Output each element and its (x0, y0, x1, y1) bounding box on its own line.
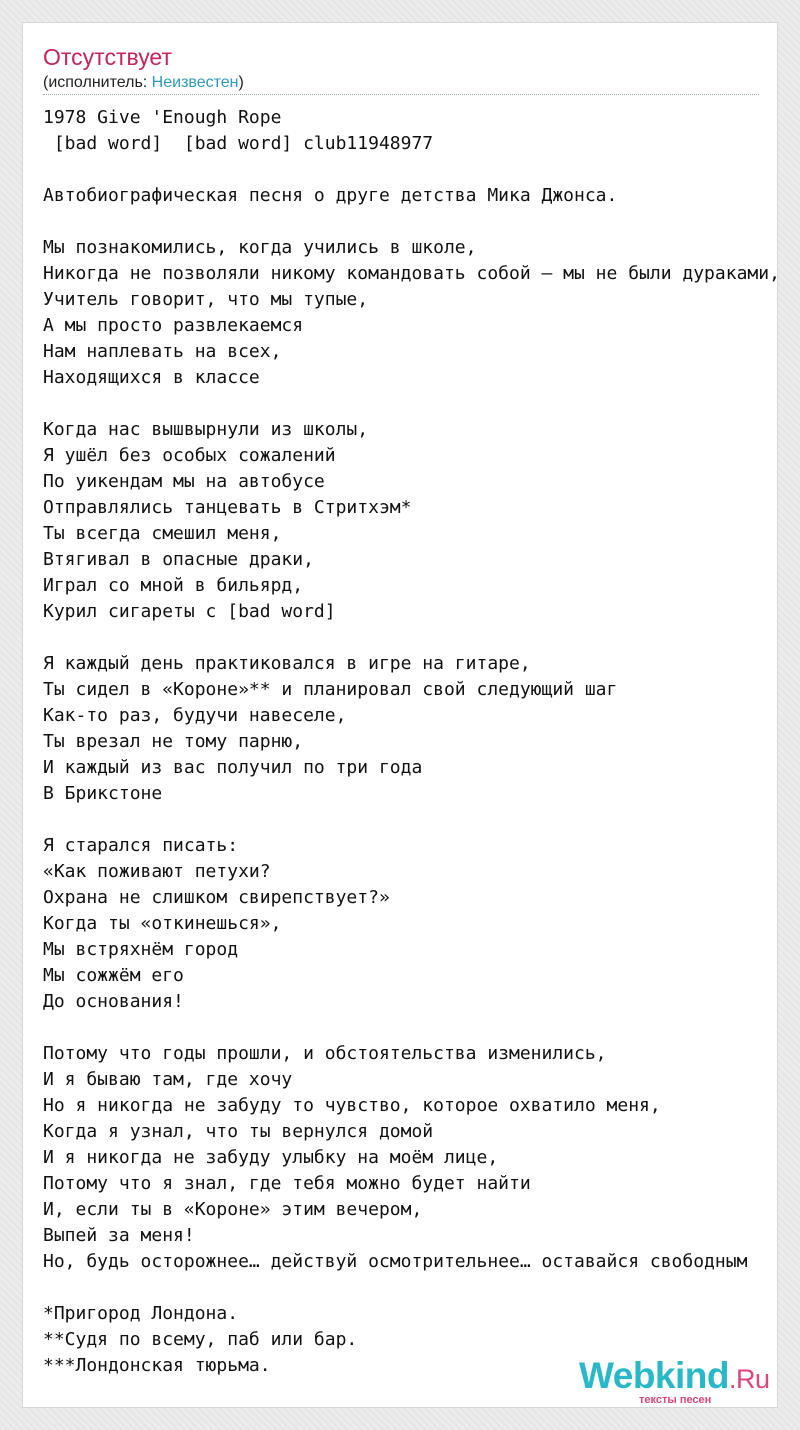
lyric-line: До основания! (43, 991, 184, 1012)
lyric-line: Втягивал в опасные драки, (43, 549, 314, 570)
logo-brand: Webkind (579, 1355, 729, 1396)
lyric-line: Когда я узнал, что ты вернулся домой (43, 1121, 434, 1142)
song-title: Отсутствует (43, 44, 172, 70)
lyric-line: И я бываю там, где хочу (43, 1069, 293, 1090)
lyrics-card (22, 22, 778, 1408)
lyric-line (43, 807, 768, 833)
lyric-line: Автобиографическая песня о друге детства Мика Джонса. (43, 185, 618, 206)
lyric-line: Я старался писать: (43, 835, 239, 856)
logo-tld: .Ru (729, 1364, 770, 1394)
lyric-line: Я ушёл без особых сожалений (43, 445, 336, 466)
lyric-line: **Судя по всему, паб или бар. (43, 1329, 358, 1350)
lyric-line: Как-то раз, будучи навеселе, (43, 705, 347, 726)
artist-prefix: (исполнитель: (43, 74, 152, 91)
site-logo[interactable] (579, 1357, 769, 1406)
lyric-line: Ты сидел в «Короне»** и планировал свой следующий шаг (43, 679, 618, 700)
lyric-line: Но, будь осторожнее… действуй осмотрительнее… оставайся свободным (43, 1251, 748, 1272)
lyric-line: Ты всегда смешил меня, (43, 523, 282, 544)
lyric-line: А мы просто развлекаемся (43, 315, 304, 336)
lyric-line (43, 1015, 768, 1041)
lyric-line: Потому что я знал, где тебя можно будет найти (43, 1173, 531, 1194)
lyric-line (43, 391, 768, 417)
artist-link[interactable]: Неизвестен (151, 74, 239, 91)
lyric-line: Никогда не позволяли никому командовать собой – мы не были дураками, (43, 263, 780, 284)
lyric-line: Курил сигареты с [bad word] (43, 601, 336, 622)
artist-line (43, 73, 244, 93)
lyric-line: Мы познакомились, когда учились в школе, (43, 237, 477, 258)
artist-suffix: ) (238, 74, 244, 91)
dotted-divider (43, 94, 759, 95)
lyric-line: Находящихся в классе (43, 367, 260, 388)
lyric-line (43, 1275, 768, 1301)
lyric-line: Ты врезал не тому парню, (43, 731, 304, 752)
lyric-line: [bad word] [bad word] club11948977 (43, 133, 434, 154)
lyric-line: Нам наплевать на всех, (43, 341, 282, 362)
lyric-line: *Пригород Лондона. (43, 1303, 239, 1324)
lyric-line: Учитель говорит, что мы тупые, (43, 289, 369, 310)
lyric-line: Но я никогда не забуду то чувство, которое охватило меня, (43, 1095, 661, 1116)
lyric-line: Выпей за меня! (43, 1225, 195, 1246)
lyric-line: Я каждый день практиковался в игре на гитаре, (43, 653, 531, 674)
lyric-line: И, если ты в «Короне» этим вечером, (43, 1199, 423, 1220)
lyric-line: Потому что годы прошли, и обстоятельства изменились, (43, 1043, 607, 1064)
lyric-line: Когда нас вышвырнули из школы, (43, 419, 369, 440)
lyric-line: ***Лондонская тюрьма. (43, 1355, 271, 1376)
lyric-line: Охрана не слишком свирепствует?» (43, 887, 390, 908)
lyric-line: И каждый из вас получил по три года (43, 757, 423, 778)
lyric-line (43, 209, 768, 235)
lyric-line: «Как поживают петухи? (43, 861, 271, 882)
lyric-line (43, 157, 768, 183)
lyric-line: Мы сожжём его (43, 965, 184, 986)
lyric-line: И я никогда не забуду улыбку на моём лице, (43, 1147, 499, 1168)
lyric-line: 1978 Give 'Enough Rope (43, 107, 282, 128)
lyric-line (43, 625, 768, 651)
lyric-line: Играл со мной в бильярд, (43, 575, 304, 596)
lyric-line: Мы встряхнём город (43, 939, 239, 960)
lyric-line: Когда ты «откинешься», (43, 913, 282, 934)
lyric-line: В Брикстоне (43, 783, 163, 804)
lyric-line: Отправлялись танцевать в Стритхэм* (43, 497, 412, 518)
logo-tagline: тексты песен (639, 1394, 712, 1406)
lyric-line: По уикендам мы на автобусе (43, 471, 325, 492)
